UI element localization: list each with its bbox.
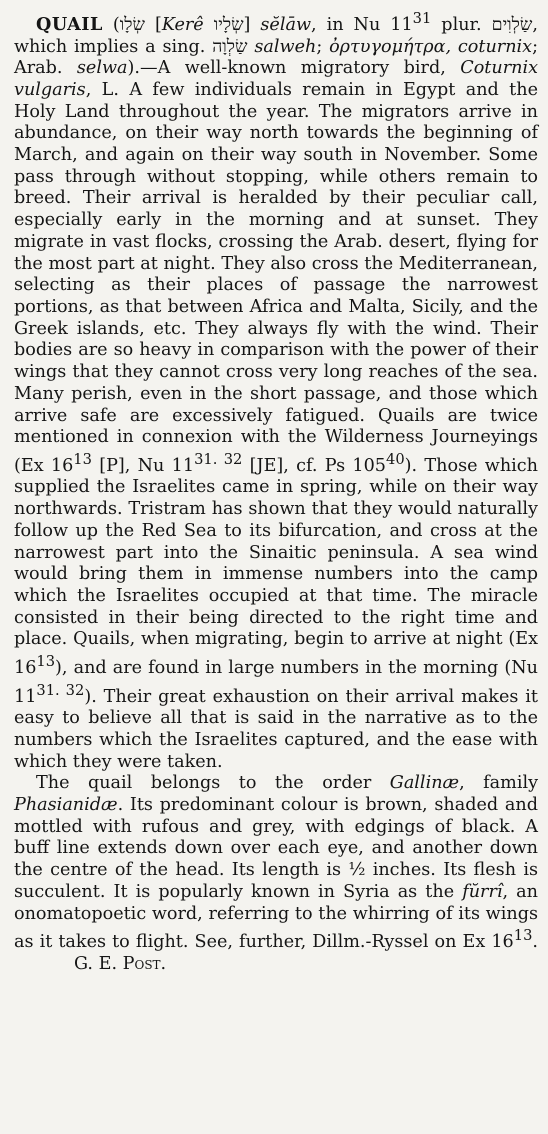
- text-run: Coturnix vulgaris: [14, 58, 538, 100]
- text-run: , in Nu 11: [311, 14, 413, 35]
- text-run: ), and are found in large numbers in the morning (Nu 11: [14, 657, 538, 707]
- text-run: [P], Nu 11: [91, 455, 195, 476]
- text-run: , an onomatopoetic word, referring to the whirring of its wings as it takes to flight. See, further, Dillm.-Ryssel on Ex 16: [14, 881, 538, 953]
- superscript: 13: [513, 927, 533, 945]
- text-run: , L. A few individuals remain in Egypt and the Holy Land throughout the year. The migrators arrive in abundance, on their way north towards the beginning of March, and again on their way south in November. Some pass through without stopping, while others remain to breed. Their arrival is heralded by their peculiar call, especially early in the morning and at sunset. They migrate in vast flocks, crossing the Arab. desert, flying for the most part at night. They also cross the Mediterranean, selecting as their places of passage the narrowest portions, as that between Africa and Malta, Sicily, and the Greek islands, etc. They always fly with the wind. Their bodies are so heavy in comparison with the power of their wings that they cannot cross very long reaches of the sea. Many perish, even in the short passage, and those which arrive safe are excessively fatigued. Quails are twice mentioned in connexion with the Wilderness Journeyings (Ex 16: [14, 79, 538, 476]
- text-run: sĕlāw: [260, 14, 312, 35]
- text-run: ). Those which supplied the Israelites came in spring, while on their way northwards. Tristram has shown that they would naturally follow up the Red Sea to its bifurcation, and cross at the narrowest part into the Sinaitic peninsula. A sea wind would bring them in immense numbers into the camp which the Israelites occupied at that time. The miracle consisted in their being directed to the right time and place. Quails, when migrating, begin to arrive at night (Ex 16: [14, 455, 538, 678]
- text-run: Gallinæ: [389, 773, 460, 794]
- text-run: שְׂלָיו]: [203, 14, 261, 35]
- text-run: (שְׂלָו [: [102, 14, 162, 35]
- superscript: 13: [36, 653, 56, 671]
- superscript: 31: [412, 10, 432, 27]
- text-run: inches. Its flesh is succulent. It is popularly known in Syria as the: [14, 860, 538, 902]
- superscript: 31. 32: [194, 450, 243, 468]
- fraction: ½: [348, 860, 366, 881]
- text-run: The quail belongs to the order: [36, 773, 390, 794]
- text-run: [JE], cf. Ps 105: [242, 455, 387, 476]
- headword: QUAIL: [36, 13, 103, 35]
- text-run: ).—A well-known migratory bird,: [127, 58, 461, 79]
- article-paragraph-2: [14, 773, 538, 975]
- superscript: 31. 32: [36, 681, 85, 699]
- superscript: 13: [73, 450, 92, 468]
- text-run: ;: [316, 36, 330, 57]
- text-run: selwa: [76, 58, 128, 79]
- text-run: Kerê: [161, 14, 204, 35]
- text-run: ). Their great exhaustion on their arrival makes it easy to believe all that is said in the narrative as to the numbers which the Israelites captured, and the ease with which they were taken.: [14, 686, 539, 772]
- text-run: .: [532, 932, 538, 953]
- text-run: ; Arab.: [14, 36, 539, 79]
- text-run: . Its predominant colour is brown, shaded and mottled with rufous and grey, with edgings of black. A buff line extends down over each eye, and another down the centre of the head. Its length is: [14, 795, 538, 881]
- text-run: salweh: [254, 36, 317, 57]
- author-signature: G. E. Post.: [74, 953, 167, 974]
- article-paragraph-1: [14, 8, 538, 773]
- text-run: Phasianidæ: [14, 795, 118, 816]
- text-run: plur. שַׂלְוִים, which implies a sing. שַׂלְוָה: [14, 14, 538, 57]
- text-run: , family: [459, 773, 539, 794]
- text-run: ὀρτυγομήτρα, coturnix: [329, 36, 533, 57]
- text-run: fŭrrî: [462, 881, 503, 902]
- superscript: 40: [386, 450, 405, 468]
